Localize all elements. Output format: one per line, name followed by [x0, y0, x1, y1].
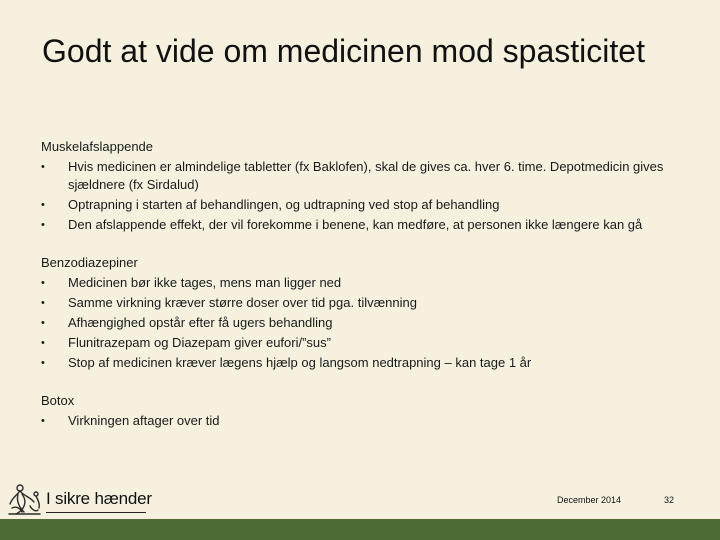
bullet-list	[41, 412, 681, 430]
bullet-item: • Flunitrazepam og Diazepam giver eufori/”sus”	[41, 334, 681, 352]
bullet-item: • Virkningen aftager over tid	[41, 412, 681, 430]
footer-date: December 2014	[557, 495, 622, 505]
section-heading: Benzodiazepiner	[41, 255, 138, 270]
bullet-item: • Den afslappende effekt, der vil forekomme i benene, kan medføre, at personen ikke længere kan gå	[41, 216, 681, 234]
bullet-list	[41, 158, 681, 234]
section-botox	[41, 392, 681, 430]
bottom-bar	[0, 519, 720, 540]
section-heading: Botox	[41, 393, 75, 408]
bullet-item: • Medicinen bør ikke tages, mens man ligger ned	[41, 274, 681, 292]
section-heading: Muskelafslappende	[41, 139, 154, 154]
bullet-item: • Hvis medicinen er almindelige tabletter (fx Baklofen), skal de gives ca. hver 6. time. Depotmedicin gives sjældnere (fx Sirdalud)	[41, 158, 681, 194]
slide-title: Godt at vide om medicinen mod spasticitet	[42, 33, 645, 69]
logo-text: I sikre hænder	[46, 489, 152, 508]
bullet-list	[41, 274, 681, 372]
slide-body	[41, 138, 681, 450]
section-benzodiazepiner	[41, 254, 681, 372]
bullet-item: • Samme virkning kræver større doser over tid pga. tilvænning	[41, 294, 681, 312]
page-number: 32	[664, 495, 675, 505]
bullet-item: • Afhængighed opstår efter få ugers behandling	[41, 314, 681, 332]
bullet-item: • Optrapning i starten af behandlingen, og udtrapning ved stop af behandling	[41, 196, 681, 214]
section-muskelafslappende	[41, 138, 681, 234]
logo-underline	[46, 512, 146, 513]
bullet-item: • Stop af medicinen kræver lægens hjælp og langsom nedtrapning – kan tage 1 år	[41, 354, 681, 372]
